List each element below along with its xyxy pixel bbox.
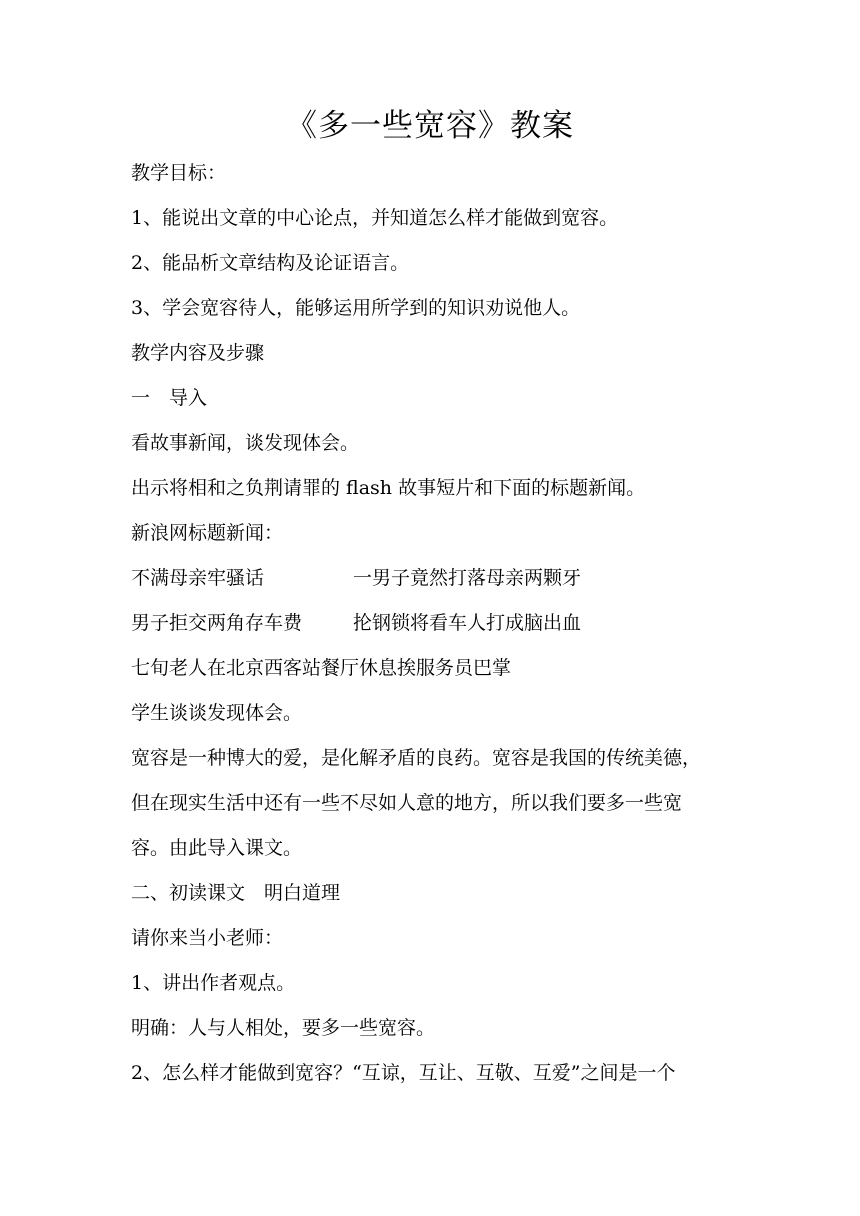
question-2: 2、怎么样才能做到宽容？“互谅，互让、互敬、互爱”之间是一个 [131, 1062, 676, 1084]
content-heading: 教学内容及步骤 [131, 342, 265, 364]
objective-item-1: 1、能说出文章的中心论点，并知道怎么样才能做到宽容。 [131, 207, 619, 229]
news-item-2-right: 抡钢锁将看车人打成脑出血 [353, 612, 582, 634]
question-1: 1、讲出作者观点。 [131, 972, 296, 994]
objectives-heading: 教学目标： [131, 162, 227, 184]
answer-1: 明确：人与人相处，要多一些宽容。 [131, 1017, 436, 1039]
objective-item-2: 2、能品析文章结构及论证语言。 [131, 252, 410, 274]
paragraph-line-3: 容。由此导入课文。 [131, 837, 303, 859]
news-item-1-left: 不满母亲牢骚话 [131, 567, 265, 589]
news-item-2-left: 男子拒交两角存车费 [131, 612, 303, 634]
section-1-show: 出示将相和之负荆请罪的 flash 故事短片和下面的标题新闻。 [131, 477, 646, 499]
news-item-1-right: 一男子竟然打落母亲两颗牙 [353, 567, 582, 589]
news-heading: 新浪网标题新闻： [131, 522, 284, 544]
section-1-intro: 看故事新闻，谈发现体会。 [131, 432, 360, 454]
students-talk: 学生谈谈发现体会。 [131, 702, 303, 724]
objective-item-3: 3、学会宽容待人，能够运用所学到的知识劝说他人。 [131, 297, 581, 319]
paragraph-line-2: 但在现实生活中还有一些不尽如人意的地方，所以我们要多一些宽 [131, 792, 683, 814]
section-2-heading: 二、初读课文 明白道理 [131, 882, 341, 904]
section-2-prompt: 请你来当小老师： [131, 927, 284, 949]
news-item-3: 七旬老人在北京西客站餐厅休息挨服务员巴掌 [131, 657, 512, 679]
document-title: 《多一些宽容》教案 [286, 108, 574, 144]
section-1-heading: 一 导入 [131, 387, 208, 409]
paragraph-line-1: 宽容是一种博大的爱，是化解矛盾的良药。宽容是我国的传统美德， [131, 747, 702, 769]
